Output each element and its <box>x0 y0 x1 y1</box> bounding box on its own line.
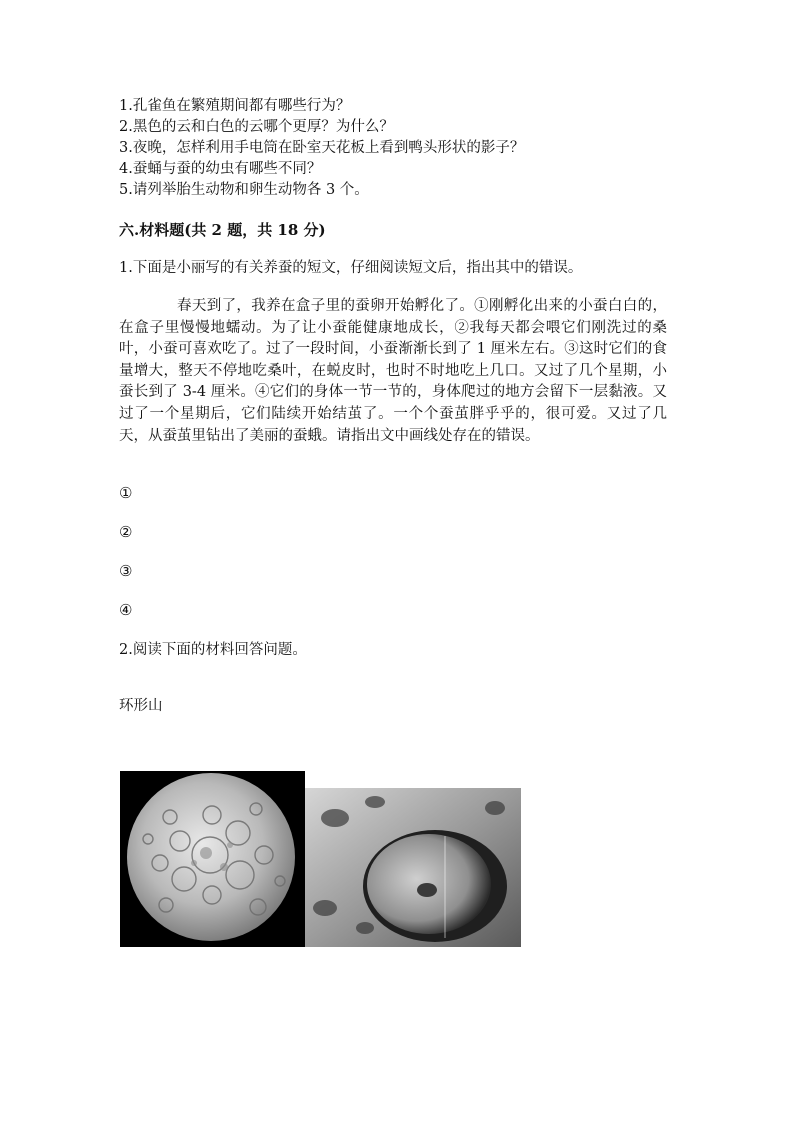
question-1: 1.孔雀鱼在繁殖期间都有哪些行为？ <box>119 98 351 114</box>
section-title: 六.材料题(共 2 题，共 18 分) <box>119 221 326 239</box>
question-5: 5.请列举胎生动物和卵生动物各 3 个。 <box>119 182 369 198</box>
moon-full-image <box>120 771 305 947</box>
material-2-prompt: 2.阅读下面的材料回答问题。 <box>119 642 307 658</box>
crater-closeup-image <box>305 788 521 947</box>
material-1-prompt: 1.下面是小丽写的有关养蚕的短文，仔细阅读短文后，指出其中的错误。 <box>119 260 583 276</box>
silkworm-passage: 春天到了，我养在盒子里的蚕卵开始孵化了。①刚孵化出来的小蚕白白的，在盒子里慢慢地蠕动。为了让小蚕能健康地成长，②我每天都会喂它们刚洗过的桑叶，小蚕可喜欢吃了。过了一段时间，小蚕渐渐长到了 1 厘米左右。③这时它们的食量增大，整天不停地吃桑叶，在蜕皮时，也时不时地吃上几口。又过了几个星期，小蚕长到了 3-4 厘米。④它们的身体一节一节的，身体爬过的地方会留下一层黏液。又过了一个星期后，它们陆续开始结茧了。一个个蚕茧胖乎乎的，很可爱。又过了几天，从蚕茧里钻出了美丽的蚕蛾。请指出文中画线处存在的错误。 <box>119 298 667 444</box>
answer-blank-2: ② <box>119 523 133 541</box>
answer-blank-3: ③ <box>119 562 133 580</box>
question-3: 3.夜晚，怎样利用手电筒在卧室天花板上看到鸭头形状的影子？ <box>119 140 525 156</box>
question-2: 2.黑色的云和白色的云哪个更厚？为什么？ <box>119 119 394 135</box>
question-4: 4.蚕蛹与蚕的幼虫有哪些不同？ <box>119 161 322 177</box>
answer-blank-1: ① <box>119 484 133 502</box>
answer-blank-4: ④ <box>119 601 133 619</box>
material-2-subtitle: 环形山 <box>119 698 163 714</box>
